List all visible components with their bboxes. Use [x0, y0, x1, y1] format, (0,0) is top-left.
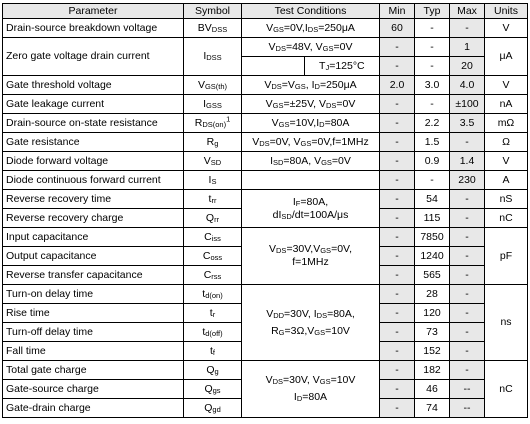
symbol-cell: $t_{d(off)}$	[184, 323, 242, 342]
header-units: Units	[485, 4, 528, 19]
unit-cell: A	[485, 171, 528, 190]
header-test-conditions: Test Conditions	[242, 4, 380, 19]
symbol-cell: $t_{rr}$	[184, 190, 242, 209]
condition-cell: $V_{GS}=10V,I_D=80A$	[242, 114, 380, 133]
unit-cell: V	[485, 152, 528, 171]
min-cell: -	[380, 152, 415, 171]
table-row	[3, 19, 528, 38]
typ-cell: -	[415, 171, 450, 190]
min-cell: -	[380, 209, 415, 228]
condition-cell: $V_{DS}=30V$, $V_{GS}=10V$ $I_D=80A$	[242, 361, 380, 418]
table-row	[3, 114, 528, 133]
param-cell: Gate threshold voltage	[3, 76, 184, 95]
max-cell: -	[450, 19, 485, 38]
typ-cell: 1240	[415, 247, 450, 266]
symbol-cell: $t_f$	[184, 342, 242, 361]
unit-cell: pF	[485, 228, 528, 285]
symbol-cell: $R_g$	[184, 133, 242, 152]
condition-cell: $V_{DS}=48V$, $V_{GS}=0V$	[242, 38, 380, 57]
param-cell: Turn-on delay time	[3, 285, 184, 304]
min-cell: -	[380, 57, 415, 76]
param-cell: Input capacitance	[3, 228, 184, 247]
max-cell: -	[450, 228, 485, 247]
condition-cell: $I_{SD}=80A$, $V_{GS}=0V$	[242, 152, 380, 171]
typ-cell: 115	[415, 209, 450, 228]
symbol-cell: $V_{SD}$	[184, 152, 242, 171]
param-cell: Fall time	[3, 342, 184, 361]
condition-cell: $V_{GS}=\pm 25V$, $V_{DS}=0V$	[242, 95, 380, 114]
condition-cell	[242, 57, 380, 76]
max-cell: 1	[450, 38, 485, 57]
symbol-cell: $t_{d(on)}$	[184, 285, 242, 304]
max-cell: 3.5	[450, 114, 485, 133]
symbol-cell: $t_r$	[184, 304, 242, 323]
max-cell: --	[450, 380, 485, 399]
table-row	[3, 133, 528, 152]
param-cell: Zero gate voltage drain current	[3, 38, 184, 76]
condition-cell: $V_{DS}=V_{GS}$, $I_D=250\mu A$	[242, 76, 380, 95]
param-cell: Gate-source charge	[3, 380, 184, 399]
typ-cell: 120	[415, 304, 450, 323]
typ-cell: 46	[415, 380, 450, 399]
table-row	[3, 285, 528, 304]
max-cell: -	[450, 133, 485, 152]
min-cell: -	[380, 285, 415, 304]
max-cell: -	[450, 323, 485, 342]
min-cell: 60	[380, 19, 415, 38]
table-row	[3, 190, 528, 209]
min-cell: -	[380, 95, 415, 114]
param-cell: Drain-source on-state resistance	[3, 114, 184, 133]
typ-cell: 2.2	[415, 114, 450, 133]
param-cell: Reverse recovery time	[3, 190, 184, 209]
header-symbol: Symbol	[184, 4, 242, 19]
table-row	[3, 171, 528, 190]
header-row	[3, 4, 528, 19]
unit-cell: mΩ	[485, 114, 528, 133]
table-row	[3, 76, 528, 95]
min-cell: -	[380, 380, 415, 399]
table-row	[3, 361, 528, 380]
max-cell: --	[450, 399, 485, 418]
typ-cell: 0.9	[415, 152, 450, 171]
param-cell: Gate leakage current	[3, 95, 184, 114]
typ-cell: 1.5	[415, 133, 450, 152]
param-cell: Total gate charge	[3, 361, 184, 380]
typ-cell: 3.0	[415, 76, 450, 95]
symbol-cell: $V_{GS(th)}$	[184, 76, 242, 95]
header-typ: Typ	[415, 4, 450, 19]
max-cell: -	[450, 266, 485, 285]
param-cell: Diode forward voltage	[3, 152, 184, 171]
min-cell: -	[380, 247, 415, 266]
max-cell: -	[450, 247, 485, 266]
typ-cell: 152	[415, 342, 450, 361]
max-cell: -	[450, 361, 485, 380]
min-cell: -	[380, 361, 415, 380]
table-row	[3, 95, 528, 114]
max-cell: 1.4	[450, 152, 485, 171]
table-row	[3, 38, 528, 57]
unit-cell: nC	[485, 209, 528, 228]
condition-cell	[242, 171, 380, 190]
param-cell: Turn-off delay time	[3, 323, 184, 342]
symbol-cell: $C_{oss}$	[184, 247, 242, 266]
continued-superscript	[342, 0, 354, 1]
param-cell: Output capacitance	[3, 247, 184, 266]
symbol-cell: $I_{GSS}$	[184, 95, 242, 114]
unit-cell: nS	[485, 190, 528, 209]
header-max: Max	[450, 4, 485, 19]
symbol-cell: $I_{DSS}$	[184, 38, 242, 76]
max-cell: 20	[450, 57, 485, 76]
max-cell: -	[450, 285, 485, 304]
max-cell: -	[450, 209, 485, 228]
condition-cell: $V_{GS}=0V,I_{DS}=250\mu A$	[242, 19, 380, 38]
symbol-cell: $C_{iss}$	[184, 228, 242, 247]
min-cell: 2.0	[380, 76, 415, 95]
table-row	[3, 152, 528, 171]
typ-cell: -	[415, 38, 450, 57]
min-cell: -	[380, 266, 415, 285]
electrical-characteristics-table	[2, 3, 528, 418]
unit-cell: V	[485, 19, 528, 38]
typ-cell: 54	[415, 190, 450, 209]
typ-cell: -	[415, 57, 450, 76]
unit-cell: nC	[485, 361, 528, 418]
unit-cell: Ω	[485, 133, 528, 152]
symbol-cell: $Q_g$	[184, 361, 242, 380]
min-cell: -	[380, 228, 415, 247]
symbol-cell: $C_{rss}$	[184, 266, 242, 285]
max-cell: ±100	[450, 95, 485, 114]
condition-cell: $I_F=80A$, $dI_{SD}/dt=100A/\mu s$	[242, 190, 380, 228]
param-cell: Drain-source breakdown voltage	[3, 19, 184, 38]
symbol-cell: $R_{DS(on)}^1$	[184, 114, 242, 133]
min-cell: -	[380, 304, 415, 323]
min-cell: -	[380, 114, 415, 133]
typ-cell: -	[415, 95, 450, 114]
min-cell: -	[380, 133, 415, 152]
param-cell: Reverse recovery charge	[3, 209, 184, 228]
min-cell: -	[380, 190, 415, 209]
symbol-cell: $Q_{gs}$	[184, 380, 242, 399]
min-cell: -	[380, 171, 415, 190]
min-cell: -	[380, 323, 415, 342]
max-cell: -	[450, 190, 485, 209]
unit-cell: nA	[485, 95, 528, 114]
condition-cell: $V_{DS}=30V,V_{GS}=0V$, f=1MHz	[242, 228, 380, 285]
unit-cell: V	[485, 76, 528, 95]
param-cell: Reverse transfer capacitance	[3, 266, 184, 285]
typ-cell: 73	[415, 323, 450, 342]
header-min: Min	[380, 4, 415, 19]
condition-cell: $V_{DS}=0V$, $V_{GS}=0V,f=1MHz$	[242, 133, 380, 152]
min-cell: -	[380, 399, 415, 418]
param-cell: Rise time	[3, 304, 184, 323]
param-cell: Gate resistance	[3, 133, 184, 152]
symbol-cell: $BV_{DSS}$	[184, 19, 242, 38]
symbol-cell: $I_S$	[184, 171, 242, 190]
typ-cell: 182	[415, 361, 450, 380]
max-cell: 4.0	[450, 76, 485, 95]
param-cell: Diode continuous forward current	[3, 171, 184, 190]
typ-cell: 565	[415, 266, 450, 285]
max-cell: 230	[450, 171, 485, 190]
unit-cell: μA	[485, 38, 528, 76]
min-cell: -	[380, 38, 415, 57]
unit-cell: ns	[485, 285, 528, 361]
condition-cell: $V_{DD}=30V$, $I_{DS}=80A$, $R_G=3\Omega,V_{GS}=10V$	[242, 285, 380, 361]
typ-cell: 28	[415, 285, 450, 304]
typ-cell: -	[415, 19, 450, 38]
max-cell: -	[450, 304, 485, 323]
max-cell: -	[450, 342, 485, 361]
param-cell: Gate-drain charge	[3, 399, 184, 418]
symbol-cell: $Q_{gd}$	[184, 399, 242, 418]
table-row	[3, 228, 528, 247]
header-parameter: Parameter	[3, 4, 184, 19]
typ-cell: 7850	[415, 228, 450, 247]
min-cell: -	[380, 342, 415, 361]
symbol-cell: $Q_{rr}$	[184, 209, 242, 228]
temperature-subcell: $T_J=125^\circ C$	[304, 57, 379, 75]
typ-cell: 74	[415, 399, 450, 418]
